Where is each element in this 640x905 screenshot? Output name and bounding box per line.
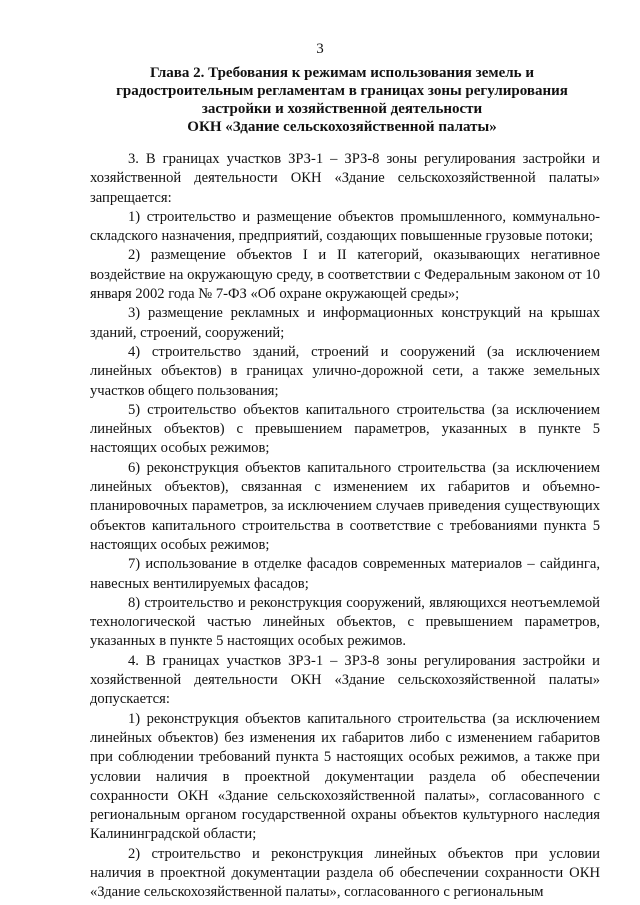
page-number: 3 xyxy=(316,41,324,57)
paragraph-item: 2) размещение объектов I и II категорий, оказывающих негативное воздействие на окружающую среду, в соответствии с Федеральным законом от 10 января 2002 года № 7-ФЗ «Об охране окружающей среды»; xyxy=(90,247,600,303)
heading-line: Глава 2. Требования к режимам использования земель и xyxy=(150,65,534,81)
heading-line: ОКН «Здание сельскохозяйственной палаты» xyxy=(187,119,497,135)
paragraph-item: 8) строительство и реконструкция сооружений, являющихся неотъемлемой технологической частью линейных объектов, с превышением параметров, указанных в пункте 5 настоящих особых режимов. xyxy=(90,594,600,650)
heading-line: градостроительным регламентам в границах зоны регулирования xyxy=(116,83,568,99)
paragraph-item: 2) строительство и реконструкция линейных объектов при условии наличия в проектной документации раздела об обеспечении сохранности ОКН «Здание сельскохозяйственной палаты», согласованного с региональным xyxy=(90,845,600,901)
body-text xyxy=(90,150,600,903)
paragraph-item: 1) строительство и размещение объектов промышленного, коммунально-складского назначения, предприятий, создающих повышенные грузовые потоки; xyxy=(90,208,600,245)
paragraph-item: 4) строительство зданий, строений и сооружений (за исключением линейных объектов) в границах улично-дорожной сети, а также земельных участков общего пользования; xyxy=(90,343,600,399)
paragraph-item: 5) строительство объектов капитального строительства (за исключением линейных объектов) с превышением параметров, указанных в пункте 5 настоящих особых режимов; xyxy=(90,401,600,457)
paragraph-item: 1) реконструкция объектов капитального строительства (за исключением линейных объектов) без изменения их габаритов либо с изменением габаритов при соблюдении требований пункта 5 настоящих особых режимов, а также при условии наличия в проектной документации раздела об обеспечении сохранности ОКН «Здание сельскохозяйственной палаты», согласованного с региональным органом государственной охраны объектов культурного наследия Калининградской области; xyxy=(90,710,600,843)
paragraph-item: 6) реконструкция объектов капитального строительства (за исключением линейных объектов), связанная с изменением их габаритов и объемно-планировочных параметров, за исключением случаев приведения существующих объектов капитального строительства в соответствие с требованиями пункта 5 настоящих особых режимов; xyxy=(90,459,600,553)
paragraph-clause-4: 4. В границах участков ЗРЗ-1 – ЗРЗ-8 зоны регулирования застройки и хозяйственной деятельности ОКН «Здание сельскохозяйственной палаты» допускается: xyxy=(90,652,600,708)
chapter-heading xyxy=(78,64,606,136)
paragraph-clause-3: 3. В границах участков ЗРЗ-1 – ЗРЗ-8 зоны регулирования застройки и хозяйственной деятельности ОКН «Здание сельскохозяйственной палаты» запрещается: xyxy=(90,151,600,206)
paragraph-item: 7) использование в отделке фасадов современных материалов – сайдинга, навесных вентилируемых фасадов; xyxy=(90,556,600,592)
paragraph-item: 3) размещение рекламных и информационных конструкций на крышах зданий, строений, сооружений; xyxy=(90,305,600,341)
heading-line: застройки и хозяйственной деятельности xyxy=(201,101,483,117)
